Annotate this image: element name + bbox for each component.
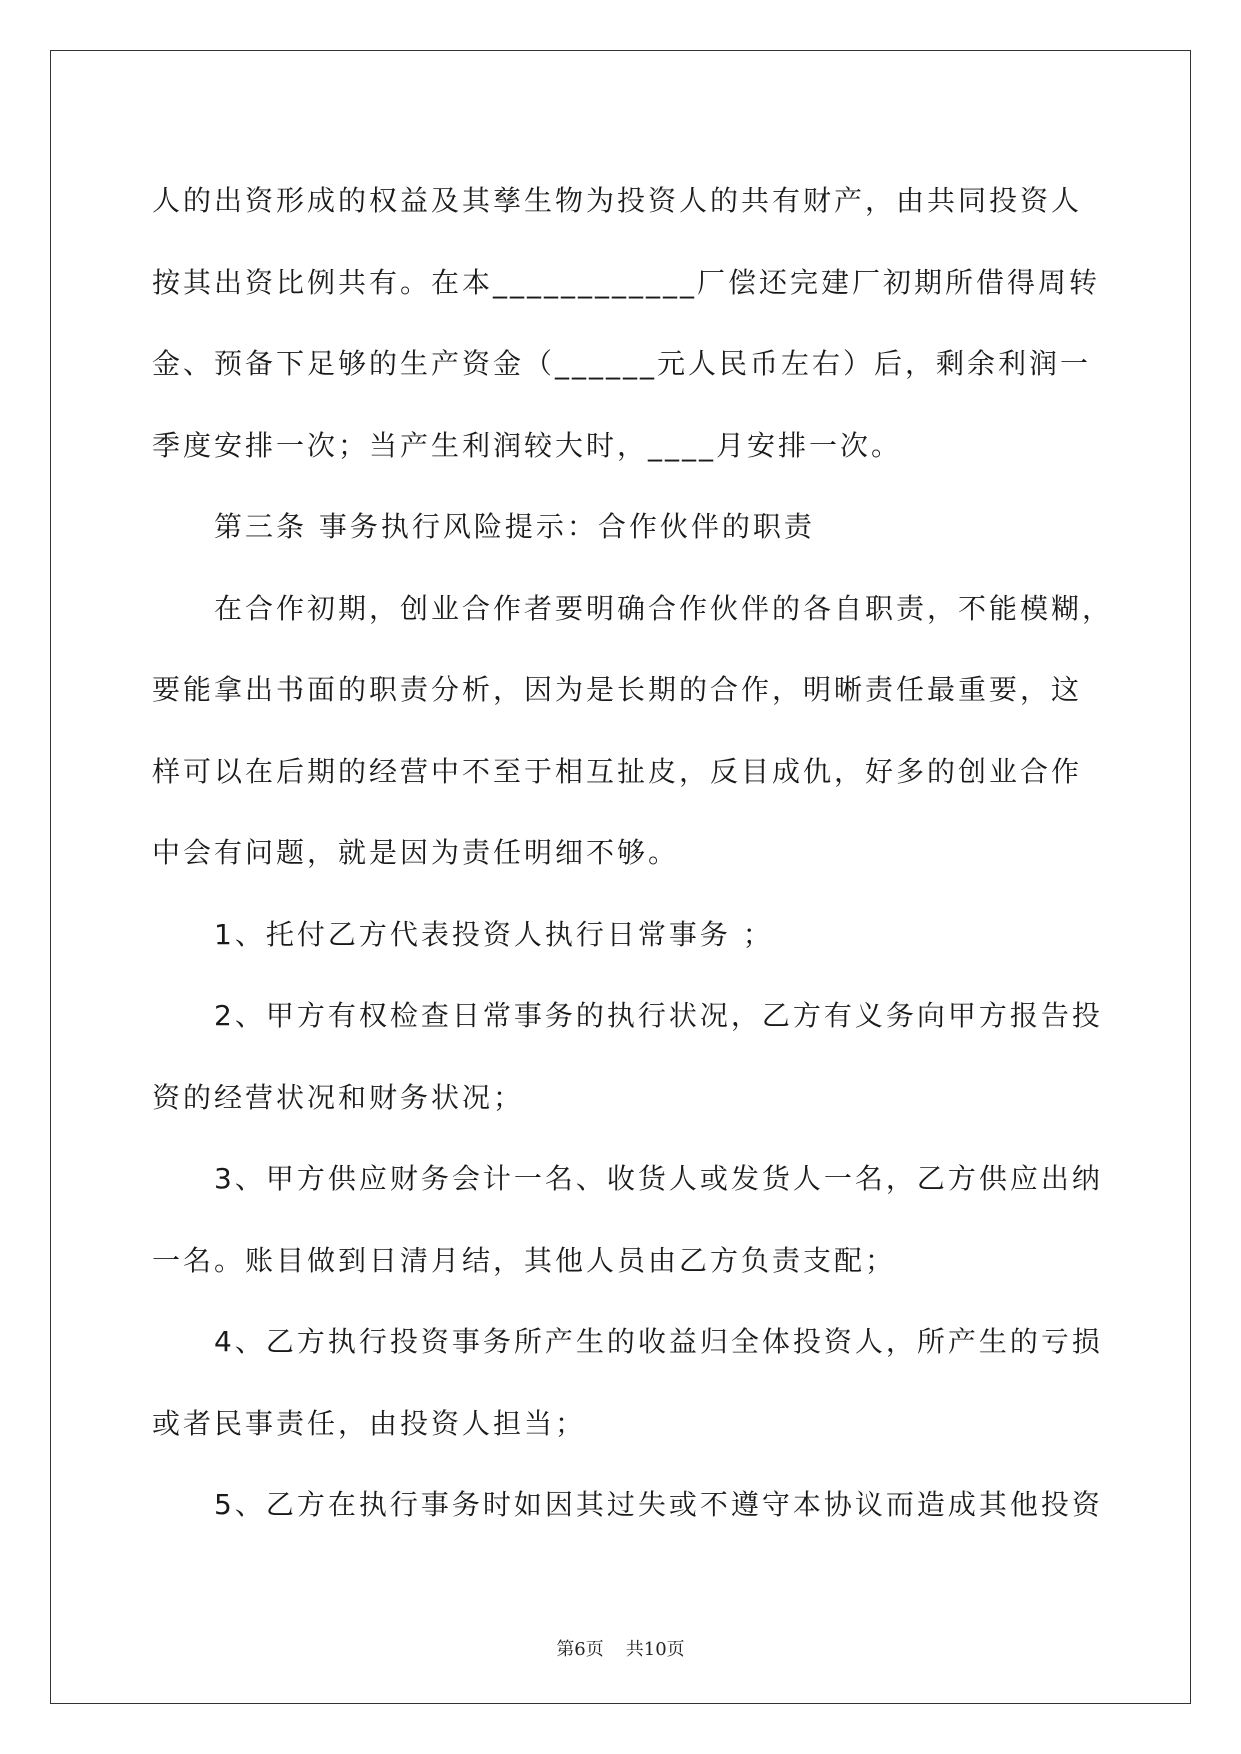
clause-2: 2、甲方有权检查日常事务的执行状况，乙方有义务向甲方报告投	[214, 999, 1103, 1032]
page-number-current: 第6页	[556, 1639, 604, 1660]
document-body	[152, 160, 1114, 1546]
clause-2-cont: 资的经营状况和财务状况；	[152, 1080, 525, 1114]
text-line-6: 在合作初期，创业合作者要明确合作伙伴的各自职责，不能模糊，	[214, 591, 1114, 625]
clause-4: 4、乙方执行投资事务所产生的收益归全体投资人，所产生的亏损	[214, 1325, 1103, 1358]
text-line-2: 按其出资比例共有。在本____________厂偿还完建厂初期所借得周转	[152, 265, 1101, 299]
text-line-7: 要能拿出书面的职责分析，因为是长期的合作，明晰责任最重要，这	[152, 673, 1083, 706]
page-number-total: 共10页	[625, 1639, 685, 1660]
article-heading: 第三条 事务执行风险提示：合作伙伴的职责	[214, 510, 815, 543]
text-line-8: 样可以在后期的经营中不至于相互扯皮，反目成仇，好多的创业合作	[152, 754, 1083, 788]
text-line-4: 季度安排一次；当产生利润较大时，____月安排一次。	[152, 428, 903, 462]
clause-5: 5、乙方在执行事务时如因其过失或不遵守本协议而造成其他投资	[214, 1488, 1103, 1521]
clause-3-cont: 一名。账目做到日清月结，其他人员由乙方负责支配；	[152, 1243, 897, 1277]
text-line-9: 中会有问题，就是因为责任明细不够。	[152, 836, 680, 869]
text-line-1: 人的出资形成的权益及其孳生物为投资人的共有财产，由共同投资人	[152, 184, 1083, 217]
clause-3: 3、甲方供应财务会计一名、收货人或发货人一名，乙方供应出纳	[214, 1162, 1103, 1195]
clause-1: 1、托付乙方代表投资人执行日常事务 ；	[214, 917, 774, 951]
page-footer	[0, 1635, 1241, 1661]
clause-4-cont: 或者民事责任，由投资人担当；	[152, 1406, 587, 1440]
text-line-3: 金、预备下足够的生产资金（______元人民币左右）后，剩余利润一	[152, 347, 1092, 380]
